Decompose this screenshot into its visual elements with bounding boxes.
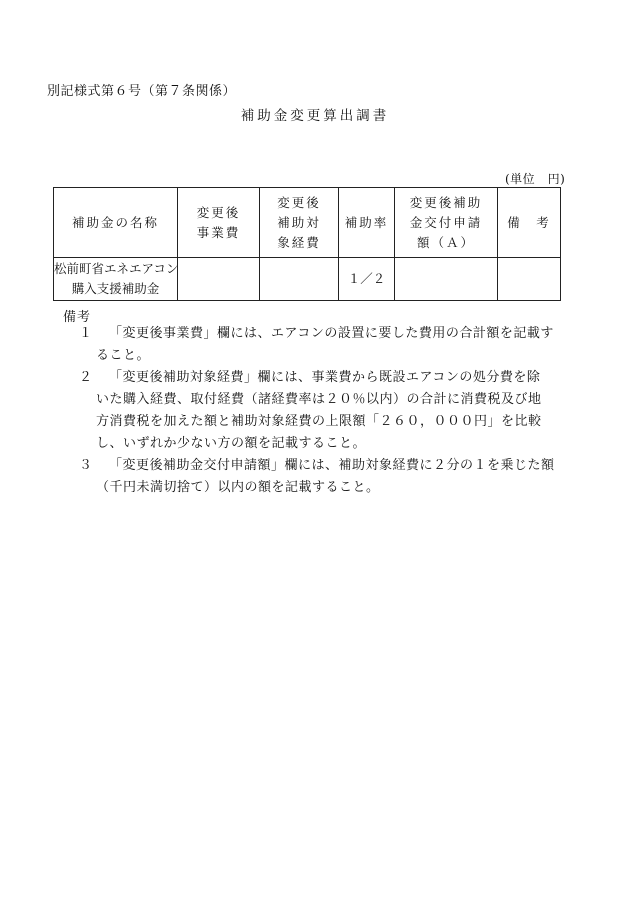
header-line: 変更後 <box>277 194 321 210</box>
calculation-table <box>53 187 561 301</box>
form-identifier: 別記様式第６号（第７条関係） <box>47 84 237 99</box>
remark-number: １ <box>79 326 93 341</box>
header-line: 補助率 <box>344 214 389 230</box>
header-line: 備 考 <box>507 214 551 230</box>
remark-item-1 <box>79 323 554 367</box>
header-line: 変更後 <box>196 204 241 220</box>
remark-line: 「変更後補助対象経費」欄には、事業費から既設エアコンの処分費を除 <box>109 370 541 385</box>
header-line: 補助金の名称 <box>71 214 159 230</box>
header-grant-name <box>54 188 178 258</box>
header-line: 事業費 <box>196 224 241 240</box>
remark-line: いた購入経費、取付経費（諸経費率は２０％以内）の合計に消費税及び地 <box>96 392 542 407</box>
remark-line: ること。 <box>96 348 151 363</box>
remark-number: ３ <box>79 458 93 473</box>
header-application-amount <box>395 188 498 258</box>
remark-item-2 <box>79 367 542 455</box>
header-eligible-cost <box>260 188 339 258</box>
remark-line: 「変更後事業費」欄には、エアコンの設置に要した費用の合計額を記載す <box>109 326 554 341</box>
header-subsidy-rate <box>339 188 395 258</box>
project-cost-cell <box>178 258 260 301</box>
remark-line: 「変更後補助金交付申請額」欄には、補助対象経費に２分の１を乗じた額 <box>109 458 555 473</box>
remark-item-3 <box>79 455 555 499</box>
grant-name-cell <box>54 258 178 301</box>
eligible-cost-cell <box>260 258 339 301</box>
table-header-row <box>54 188 561 258</box>
remark-line: （千円未満切捨て）以内の額を記載すること。 <box>96 480 380 495</box>
grant-name-line: 購入支援補助金 <box>71 281 160 296</box>
header-line: 額（Ａ） <box>416 234 475 250</box>
document-title: 補助金変更算出調書 <box>240 108 390 124</box>
header-line: 変更後補助 <box>409 194 483 210</box>
header-line: 補助対 <box>277 214 321 230</box>
subsidy-rate-cell: １／２ <box>339 258 395 301</box>
unit-label: (単位 円) <box>505 172 566 186</box>
remark-line: 方消費税を加えた額と補助対象経費の上限額「２６０，０００円」を比較 <box>96 414 542 429</box>
remarks-heading: 備考 <box>63 310 92 325</box>
remark-number: ２ <box>79 370 93 385</box>
header-project-cost <box>178 188 260 258</box>
table-row <box>54 258 561 301</box>
header-line: 金交付申請 <box>409 214 483 230</box>
header-line: 象経費 <box>277 234 321 250</box>
remarks-cell <box>498 258 561 301</box>
application-amount-cell <box>395 258 498 301</box>
header-remarks <box>498 188 561 258</box>
remark-line: し、いずれか少ない方の額を記載すること。 <box>96 436 367 451</box>
grant-name-line: 松前町省エネエアコン <box>54 261 179 276</box>
